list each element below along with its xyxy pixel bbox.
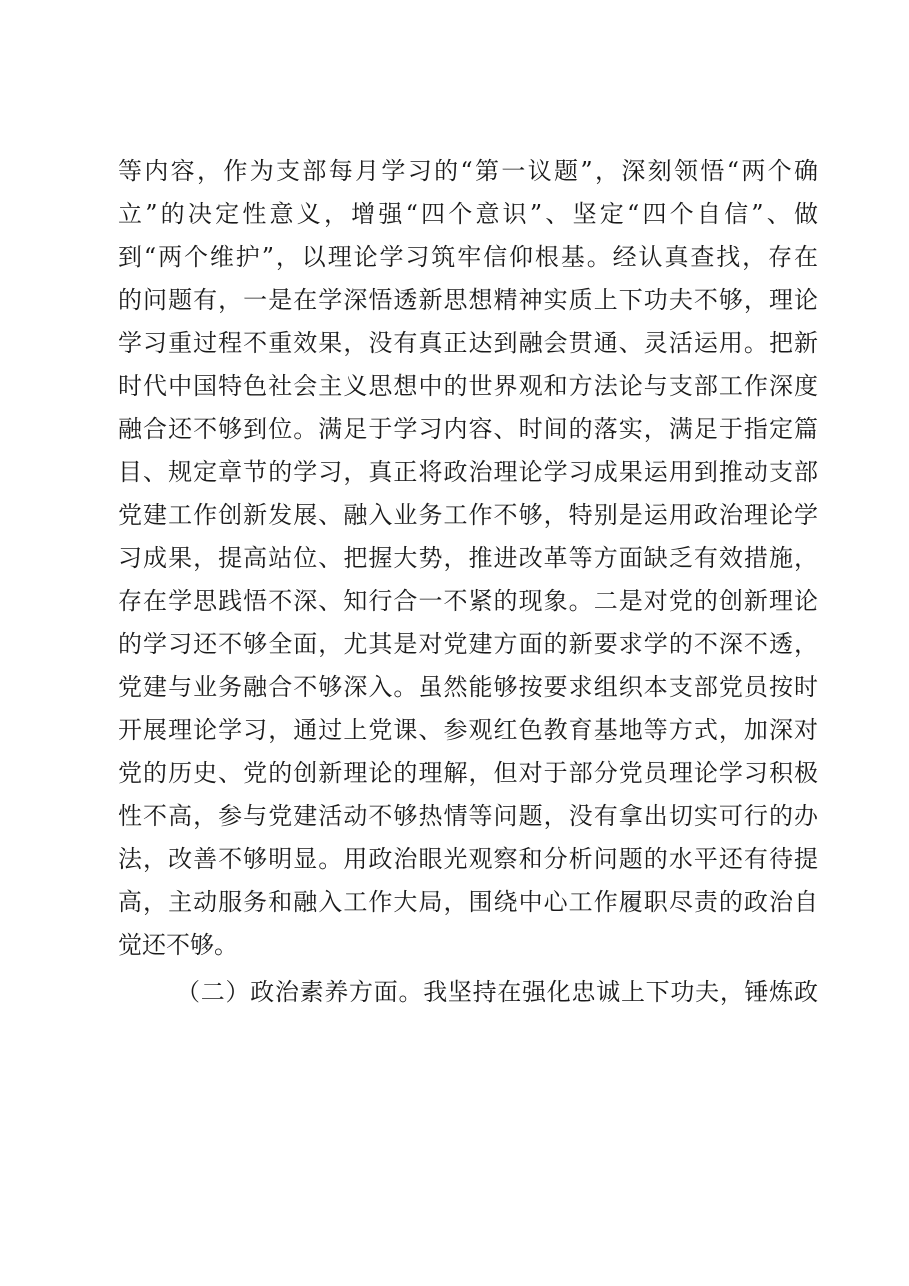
text-line: 存在学思践悟不深、知行合一不紧的现象。二是对党的创新理论 [118,587,818,615]
body-text [118,150,818,1014]
text-line: 觉还不够。 [118,931,238,959]
text-line: 立”的决定性意义，增强“四个意识”、坚定“四个自信”、做 [118,200,818,228]
text-line: 党建工作创新发展、融入业务工作不够，特别是运用政治理论学 [118,501,818,529]
text-line: 性不高，参与党建活动不够热情等问题，没有拿出切实可行的办 [118,802,818,830]
text-line: 目、规定章节的学习，真正将政治理论学习成果运用到推动支部 [118,458,818,486]
text-line: 融合还不够到位。满足于学习内容、时间的落实，满足于指定篇 [118,415,818,443]
text-line: 党建与业务融合不够深入。虽然能够按要求组织本支部党员按时 [118,673,818,701]
text-line: 开展理论学习，通过上党课、参观红色教育基地等方式，加深对 [118,716,818,744]
text-line: 党的历史、党的创新理论的理解，但对于部分党员理论学习积极 [118,759,818,787]
text-line: 高，主动服务和融入工作大局，围绕中心工作履职尽责的政治自 [118,888,818,916]
text-line: 习成果，提高站位、把握大势，推进改革等方面缺乏有效措施， [118,544,818,572]
text-line: 的学习还不够全面，尤其是对党建方面的新要求学的不深不透， [118,630,818,658]
text-line: 到“两个维护”，以理论学习筑牢信仰根基。经认真查找，存在 [118,243,818,271]
text-line: 学习重过程不重效果，没有真正达到融会贯通、灵活运用。把新 [118,329,818,357]
text-line: 的问题有，一是在学深悟透新思想精神实质上下功夫不够，理论 [118,286,818,314]
text-line: 法，改善不够明显。用政治眼光观察和分析问题的水平还有待提 [118,845,818,873]
text-line: 等内容，作为支部每月学习的“第一议题”，深刻领悟“两个确 [118,157,818,185]
section-heading-line: （二）政治素养方面。我坚持在强化忠诚上下功夫，锤炼政 [176,978,818,1006]
text-line: 时代中国特色社会主义思想中的世界观和方法论与支部工作深度 [118,372,818,400]
